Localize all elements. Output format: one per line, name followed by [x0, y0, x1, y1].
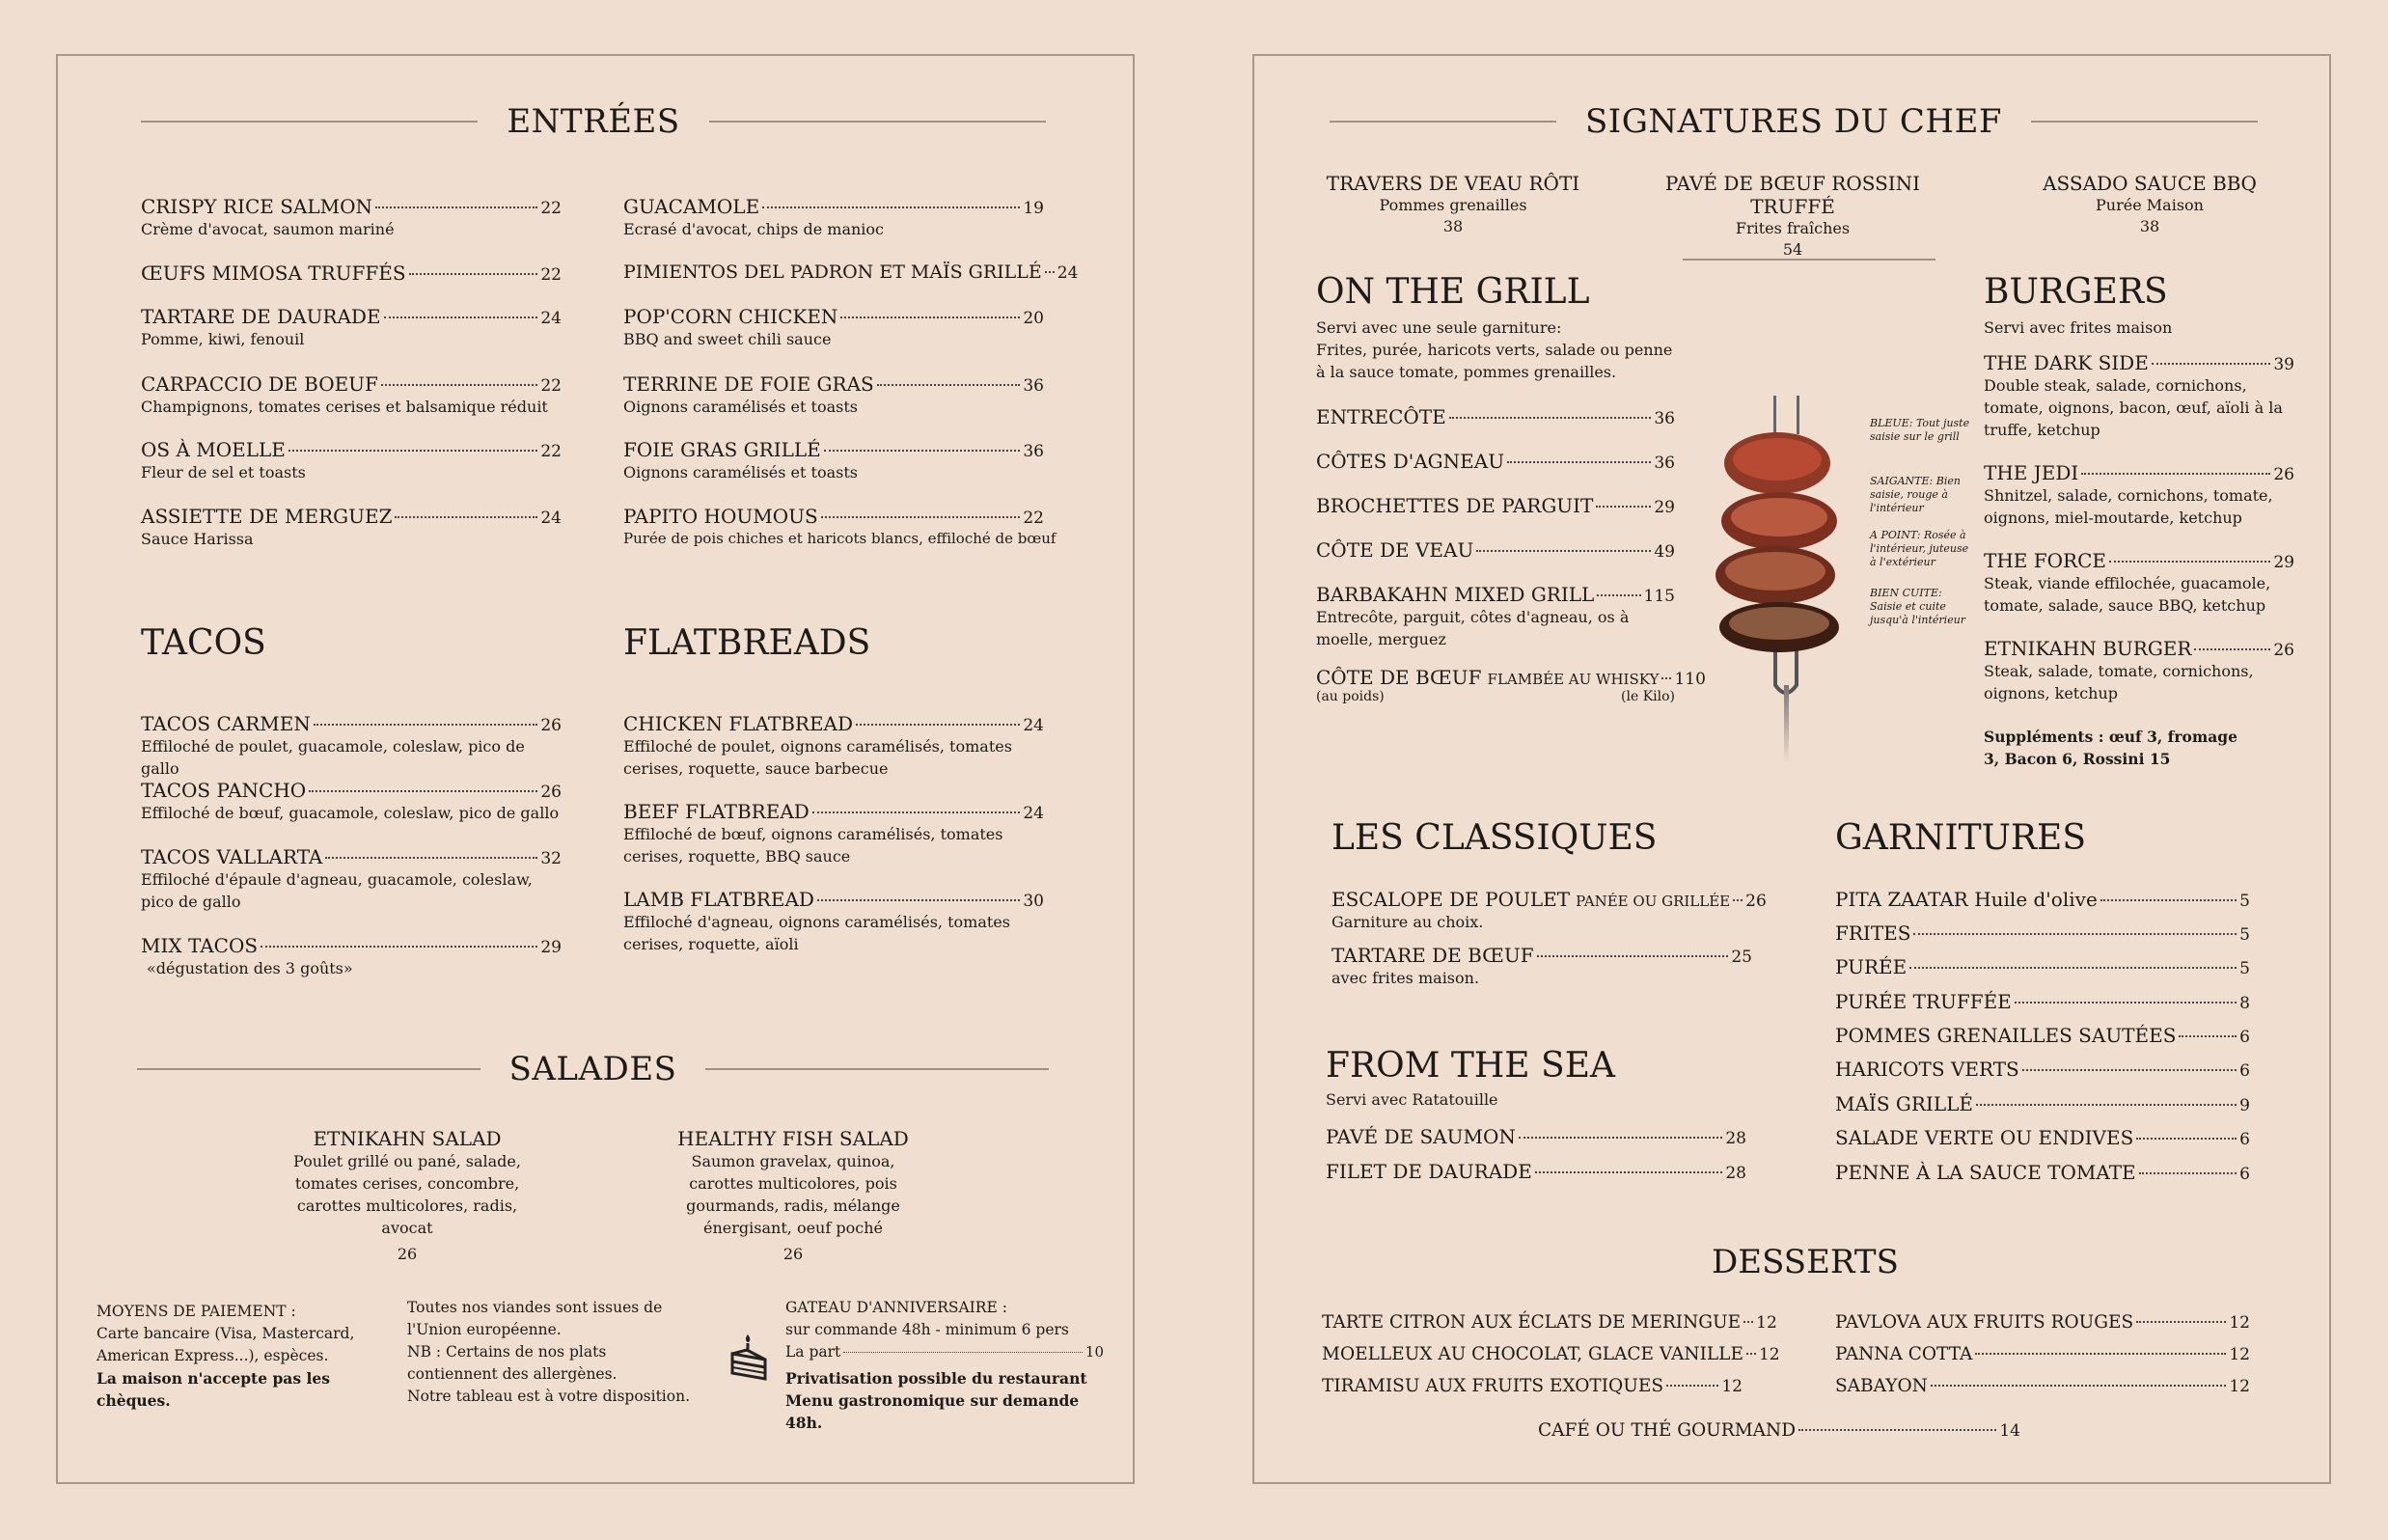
item-price: 5 [2239, 925, 2250, 945]
allergen-text: NB : Certains de nos plats contiennent des allergènes. [407, 1343, 618, 1383]
menu-item [1835, 955, 2250, 978]
item-price: 22 [540, 199, 562, 218]
item-price: 22 [540, 442, 562, 461]
item-desc: Pommes grenailles [1379, 196, 1527, 214]
garnitures-title: GARNITURES [1835, 818, 2086, 858]
divider [1683, 259, 1935, 261]
menu-item [1316, 538, 1675, 562]
item-name: TACOS CARMEN [141, 712, 311, 735]
menu-item [623, 712, 1044, 780]
doneness-label: BIEN CUITE: [1870, 587, 1942, 599]
item-name: ASSADO SAUCE BBQ [2043, 172, 2257, 195]
item-name: FRITES [1835, 921, 1911, 945]
desserts-title: DESSERTS [1712, 1243, 1899, 1281]
salad-item [253, 1127, 562, 1263]
item-name: PENNE À LA SAUCE TOMATE [1835, 1161, 2136, 1184]
item-desc: Purée Maison [2096, 196, 2204, 214]
menu-item [1835, 1344, 2250, 1364]
item-price: 6 [2239, 1130, 2250, 1149]
item-price: 26 [540, 783, 562, 802]
item-desc: Steak, viande effilochée, guacamole, tomate, salade, sauce BBQ, ketchup [1984, 574, 2271, 615]
item-desc: Oignons caramélisés et toasts [623, 463, 858, 481]
tacos-title: TACOS [141, 623, 266, 663]
doneness-note [1870, 587, 1976, 627]
menu-item [1316, 450, 1675, 473]
item-name: PITA ZAATAR Huile d'olive [1835, 888, 2098, 911]
salades-title: SALADES [508, 1050, 677, 1088]
item-price: 36 [1023, 376, 1044, 396]
payment-title: MOYENS DE PAIEMENT : [96, 1303, 296, 1320]
menu-item [1984, 461, 2294, 529]
item-price: 22 [540, 376, 562, 396]
item-desc: Fleur de sel et toasts [141, 463, 306, 481]
item-name: BEEF FLATBREAD [623, 800, 810, 823]
item-price: 36 [1654, 454, 1675, 473]
cake-title: GATEAU D'ANNIVERSAIRE : [785, 1299, 1007, 1316]
item-name: OS À MOELLE [141, 438, 286, 461]
item-name: MIX TACOS [141, 934, 259, 957]
menu-item [1835, 990, 2250, 1013]
item-price: 38 [2139, 217, 2160, 235]
item-price: 8 [2239, 994, 2250, 1013]
menu-item [623, 800, 1044, 867]
item-price: 39 [2273, 355, 2294, 374]
item-desc: Pomme, kiwi, fenouil [141, 330, 305, 348]
item-name: ŒUFS MIMOSA TRUFFÉS [141, 261, 406, 285]
doneness-text: Tout juste saisie sur le grill [1870, 417, 1970, 443]
menu-item [623, 195, 1044, 240]
item-name: TARTE CITRON AUX ÉCLATS DE MERINGUE [1322, 1312, 1742, 1333]
no-cheques-notice: La maison n'accepte pas les chèques. [96, 1369, 330, 1410]
item-name: ASSIETTE DE MERGUEZ [141, 505, 393, 528]
item-price: 14 [1999, 1421, 2020, 1441]
item-price: 54 [1782, 240, 1803, 259]
item-desc: Saumon gravelax, quinoa, carottes multicolores, pois gourmands, radis, mélange énergisant, oeuf poché [686, 1152, 900, 1237]
gastronomic-text: Menu gastronomique sur demande 48h. [785, 1391, 1080, 1432]
item-desc: Steak, salade, tomate, cornichons, oignons, ketchup [1984, 662, 2254, 702]
item-variant: PANÉE OU GRILLÉE [1576, 893, 1731, 910]
flatbreads-title: FLATBREADS [623, 623, 871, 663]
entrees-header [141, 102, 1046, 141]
item-price: 19 [1023, 199, 1044, 218]
doneness-label: SAIGANTE: [1870, 475, 1934, 487]
item-price: 30 [1023, 892, 1044, 911]
weight-note: (au poids) [1316, 689, 1385, 704]
item-price: 29 [1654, 498, 1675, 517]
grill-title: ON THE GRILL [1316, 272, 1590, 312]
origin-text: Toutes nos viandes sont issues de l'Union européenne. [407, 1299, 663, 1338]
menu-item [1984, 637, 2294, 704]
entrees-title: ENTRÉES [507, 102, 680, 141]
item-name: CARPACCIO DE BOEUF [141, 372, 378, 396]
cake-part-price: 10 [1084, 1343, 1104, 1361]
cake-icon [727, 1333, 770, 1383]
allergen-info [407, 1297, 697, 1408]
doneness-note [1870, 475, 1976, 515]
item-price: 26 [1745, 892, 1767, 911]
item-name: TARTARE DE BŒUF [1331, 944, 1534, 967]
menu-item [141, 934, 562, 979]
menu-item [1331, 888, 1767, 933]
item-desc: Oignons caramélisés et toasts [623, 398, 858, 416]
menu-item [141, 505, 562, 550]
item-name: FOIE GRAS GRILLÉ [623, 438, 821, 461]
item-price: 110 [1674, 670, 1706, 689]
item-name: PAVÉ DE BŒUF ROSSINI TRUFFÉ [1664, 172, 1921, 218]
privatisation-text: Privatisation possible du restaurant [785, 1369, 1087, 1388]
item-desc: Effiloché de bœuf, oignons caramélisés, tomates cerises, roquette, BBQ sauce [623, 825, 1003, 866]
menu-item [141, 261, 562, 285]
cake-part-label: La part [785, 1343, 841, 1361]
item-name: CÔTES D'AGNEAU [1316, 450, 1505, 473]
item-desc: Crème d'avocat, saumon mariné [141, 220, 395, 238]
item-name: MOELLEUX AU CHOCOLAT, GLACE VANILLE [1322, 1344, 1743, 1364]
menu-item [623, 372, 1044, 418]
item-desc: Effiloché d'agneau, oignons caramélisés, tomates cerises, roquette, aïoli [623, 913, 1010, 953]
item-price: 5 [2239, 959, 2250, 978]
item-price: 29 [540, 938, 562, 957]
item-price: 12 [1756, 1313, 1777, 1333]
item-name: ENTRECÔTE [1316, 405, 1446, 428]
menu-item [1835, 1024, 2250, 1047]
menu-item [1835, 921, 2250, 945]
menu-item [1326, 1160, 1746, 1183]
menu-item [1835, 1376, 2250, 1396]
menu-item [141, 779, 562, 824]
item-desc: Champignons, tomates cerises et balsamique réduit [141, 398, 548, 416]
payment-info [96, 1301, 386, 1412]
doneness-text: Saisie et cuite jusqu'à l'intérieur [1870, 600, 1966, 626]
doneness-note [1870, 529, 1976, 569]
item-name: PANNA COTTA [1835, 1344, 1973, 1364]
doneness-label: A POINT: [1870, 529, 1921, 541]
item-name: PURÉE [1835, 955, 1908, 978]
signatures-header [1330, 102, 2258, 141]
item-price: 28 [1725, 1129, 1746, 1148]
item-name: LAMB FLATBREAD [623, 888, 814, 911]
item-price: 12 [1758, 1345, 1780, 1364]
grill-garnish-options: Frites, purée, haricots verts, salade ou penne à la sauce tomate, pommes grenailles. [1316, 341, 1673, 381]
item-price: 6 [2239, 1061, 2250, 1081]
item-desc: BBQ and sweet chili sauce [623, 330, 832, 348]
item-name: THE DARK SIDE [1984, 351, 2149, 374]
item-price: 12 [2229, 1377, 2250, 1396]
sea-subtitle: Servi avec Ratatouille [1326, 1090, 1498, 1109]
item-desc: Double steak, salade, cornichons, tomate, oignons, bacon, œuf, aïoli à la truffe, ketchup [1984, 376, 2283, 439]
item-name: GUACAMOLE [623, 195, 760, 218]
item-price: 115 [1643, 587, 1675, 606]
menu-item [623, 888, 1044, 955]
item-price: 24 [1023, 804, 1044, 823]
item-name: ETNIKAHN SALAD [313, 1127, 502, 1150]
item-price: 12 [2229, 1345, 2250, 1364]
menu-item [623, 305, 1044, 350]
item-price: 12 [1721, 1377, 1743, 1396]
menu-item [1984, 549, 2294, 617]
doneness-label: BLEUE: [1870, 417, 1913, 429]
item-price: 12 [2229, 1313, 2250, 1333]
menu-item [1316, 405, 1675, 428]
doneness-note [1870, 417, 1976, 444]
salades-header [137, 1050, 1049, 1088]
item-name: TIRAMISU AUX FRUITS EXOTIQUES [1322, 1376, 1663, 1396]
signatures-title: SIGNATURES DU CHEF [1585, 102, 2002, 141]
item-price: 22 [1023, 509, 1044, 528]
item-name: SABAYON [1835, 1376, 1928, 1396]
item-name: FILET DE DAURADE [1326, 1160, 1532, 1183]
menu-item [1316, 583, 1675, 650]
item-name: SALADE VERTE OU ENDIVES [1835, 1126, 2134, 1149]
burger-supplements: Suppléments : œuf 3, fromage 3, Bacon 6, Rossini 15 [1984, 728, 2237, 768]
item-name: CAFÉ OU THÉ GOURMAND [1538, 1420, 1797, 1441]
item-desc: Entrecôte, parguit, côtes d'agneau, os à moelle, merguez [1316, 608, 1630, 648]
burgers-subtitle: Servi avec frites maison [1984, 318, 2173, 337]
item-price: 22 [540, 265, 562, 285]
burgers-title: BURGERS [1984, 272, 2168, 312]
item-price: 24 [540, 309, 562, 328]
item-desc: Purée de pois chiches et haricots blancs, effiloché de bœuf [623, 530, 1057, 547]
item-price: 26 [782, 1245, 804, 1263]
menu-item [1322, 1344, 1780, 1364]
item-desc: Effiloché de bœuf, guacamole, coleslaw, pico de gallo [141, 804, 560, 822]
payment-text: Carte bancaire (Visa, Mastercard, American Express...), espèces. [96, 1325, 355, 1364]
item-name: PAPITO HOUMOUS [623, 505, 818, 528]
menu-item [1331, 944, 1752, 989]
menu-item [623, 261, 1079, 283]
classiques-title: LES CLASSIQUES [1331, 818, 1658, 858]
menu-item [141, 305, 562, 350]
table-text: Notre tableau est à votre disposition. [407, 1388, 691, 1405]
item-name: TERRINE DE FOIE GRAS [623, 372, 874, 396]
item-name: TACOS VALLARTA [141, 845, 323, 868]
menu-item [1835, 888, 2250, 911]
grill-subtitle [1316, 316, 1683, 383]
item-price: 20 [1023, 309, 1044, 328]
grill-subtitle-line: Servi avec une seule garniture: [1316, 318, 1562, 337]
menu-item [141, 195, 562, 240]
item-name: ESCALOPE DE POULET [1331, 888, 1571, 911]
item-name: POMMES GRENAILLES SAUTÉES [1835, 1024, 2177, 1047]
item-price: 26 [2273, 465, 2294, 484]
item-name: CHICKEN FLATBREAD [623, 712, 854, 735]
menu-item [623, 438, 1044, 483]
item-name: HEALTHY FISH SALAD [677, 1127, 909, 1150]
menu-item [1316, 666, 1706, 704]
item-name: BROCHETTES DE PARGUIT [1316, 494, 1594, 517]
item-price: 24 [540, 509, 562, 528]
menu-item [141, 438, 562, 483]
item-name: CÔTE DE BŒUF [1316, 666, 1482, 689]
item-desc: Poulet grillé ou pané, salade, tomates cerises, concombre, carottes multicolores, radis, avocat [293, 1152, 521, 1237]
item-desc: Ecrasé d'avocat, chips de manioc [623, 220, 884, 238]
item-price: 24 [1057, 263, 1079, 283]
right-menu-page [1252, 54, 2331, 1484]
item-name: HARICOTS VERTS [1835, 1058, 2019, 1081]
item-price: 5 [2239, 892, 2250, 911]
item-price: 26 [2273, 641, 2294, 660]
item-name: TACOS PANCHO [141, 779, 307, 802]
item-name: TARTARE DE DAURADE [141, 305, 381, 328]
item-desc: Effiloché d'épaule d'agneau, guacamole, coleslaw, pico de gallo [141, 870, 533, 911]
item-price: 32 [540, 849, 562, 868]
item-desc: «dégustation des 3 goûts» [147, 959, 353, 977]
item-variant: FLAMBÉE AU WHISKY [1487, 671, 1660, 688]
menu-item [1835, 1161, 2250, 1184]
item-name: BARBAKAHN MIXED GRILL [1316, 583, 1595, 606]
item-price: 6 [2239, 1028, 2250, 1047]
item-name: MAÏS GRILLÉ [1835, 1092, 1973, 1115]
item-name: THE JEDI [1984, 461, 2079, 484]
signature-item [1629, 172, 1957, 261]
signature-item [1289, 172, 1617, 237]
item-price: 36 [1023, 442, 1044, 461]
item-desc: Effiloché de poulet, oignons caramélisés, tomates cerises, roquette, sauce barbecue [623, 737, 1012, 778]
menu-item [1835, 1058, 2250, 1081]
item-name: THE FORCE [1984, 549, 2106, 572]
item-desc: Shnitzel, salade, cornichons, tomate, oignons, miel-moutarde, ketchup [1984, 486, 2273, 527]
menu-item [1835, 1126, 2250, 1149]
item-name: CRISPY RICE SALMON [141, 195, 372, 218]
menu-item [1326, 1125, 1746, 1148]
cake-info [785, 1297, 1104, 1434]
item-price: 49 [1654, 542, 1675, 562]
item-price: 28 [1725, 1164, 1746, 1183]
menu-item [141, 712, 562, 780]
menu-item [141, 845, 562, 913]
menu-item [141, 372, 562, 418]
menu-item [1835, 1312, 2250, 1333]
item-desc: avec frites maison. [1331, 969, 1480, 987]
menu-item [1538, 1420, 2020, 1441]
item-price: 25 [1731, 948, 1752, 967]
item-price: 24 [1023, 716, 1044, 735]
item-name: ETNIKAHN BURGER [1984, 637, 2192, 660]
menu-item [1322, 1376, 1743, 1396]
item-price: 36 [1654, 409, 1675, 428]
item-price: 6 [2239, 1165, 2250, 1184]
item-price: 26 [540, 716, 562, 735]
menu-item [1835, 1092, 2250, 1115]
item-name: PAVÉ DE SAUMON [1326, 1125, 1516, 1148]
item-name: PAVLOVA AUX FRUITS ROUGES [1835, 1312, 2134, 1333]
item-price: 9 [2239, 1096, 2250, 1115]
doneness-text: Rosée à l'intérieur, juteuse à l'extérieur [1870, 529, 1969, 568]
menu-item [623, 505, 1057, 550]
item-name: POP'CORN CHICKEN [623, 305, 838, 328]
item-name: PURÉE TRUFFÉE [1835, 990, 2012, 1013]
item-name: PIMIENTOS DEL PADRON ET MAÏS GRILLÉ [623, 261, 1042, 283]
salad-item [639, 1127, 947, 1263]
item-desc: Effiloché de poulet, guacamole, coleslaw, pico de gallo [141, 737, 525, 778]
item-desc: Garniture au choix. [1331, 913, 1484, 931]
menu-item [1984, 351, 2294, 441]
item-price: 38 [1442, 217, 1464, 235]
item-price: 26 [397, 1245, 418, 1263]
item-desc: Sauce Harissa [141, 530, 254, 548]
item-name: CÔTE DE VEAU [1316, 538, 1474, 562]
menu-item [1316, 494, 1675, 517]
kilo-note: (le Kilo) [1621, 689, 1675, 704]
steak-skewer-image [1710, 396, 1845, 762]
left-menu-page [56, 54, 1135, 1484]
menu-item [1322, 1312, 1777, 1333]
sea-title: FROM THE SEA [1326, 1046, 1615, 1086]
item-desc: Frites fraîches [1735, 219, 1851, 237]
cake-text: sur commande 48h - minimum 6 pers [785, 1321, 1069, 1338]
item-name: TRAVERS DE VEAU RÔTI [1326, 172, 1580, 195]
signature-item [1986, 172, 2314, 237]
item-price: 29 [2273, 553, 2294, 572]
doneness-text: Bien saisie, rouge à l'intérieur [1870, 475, 1961, 514]
